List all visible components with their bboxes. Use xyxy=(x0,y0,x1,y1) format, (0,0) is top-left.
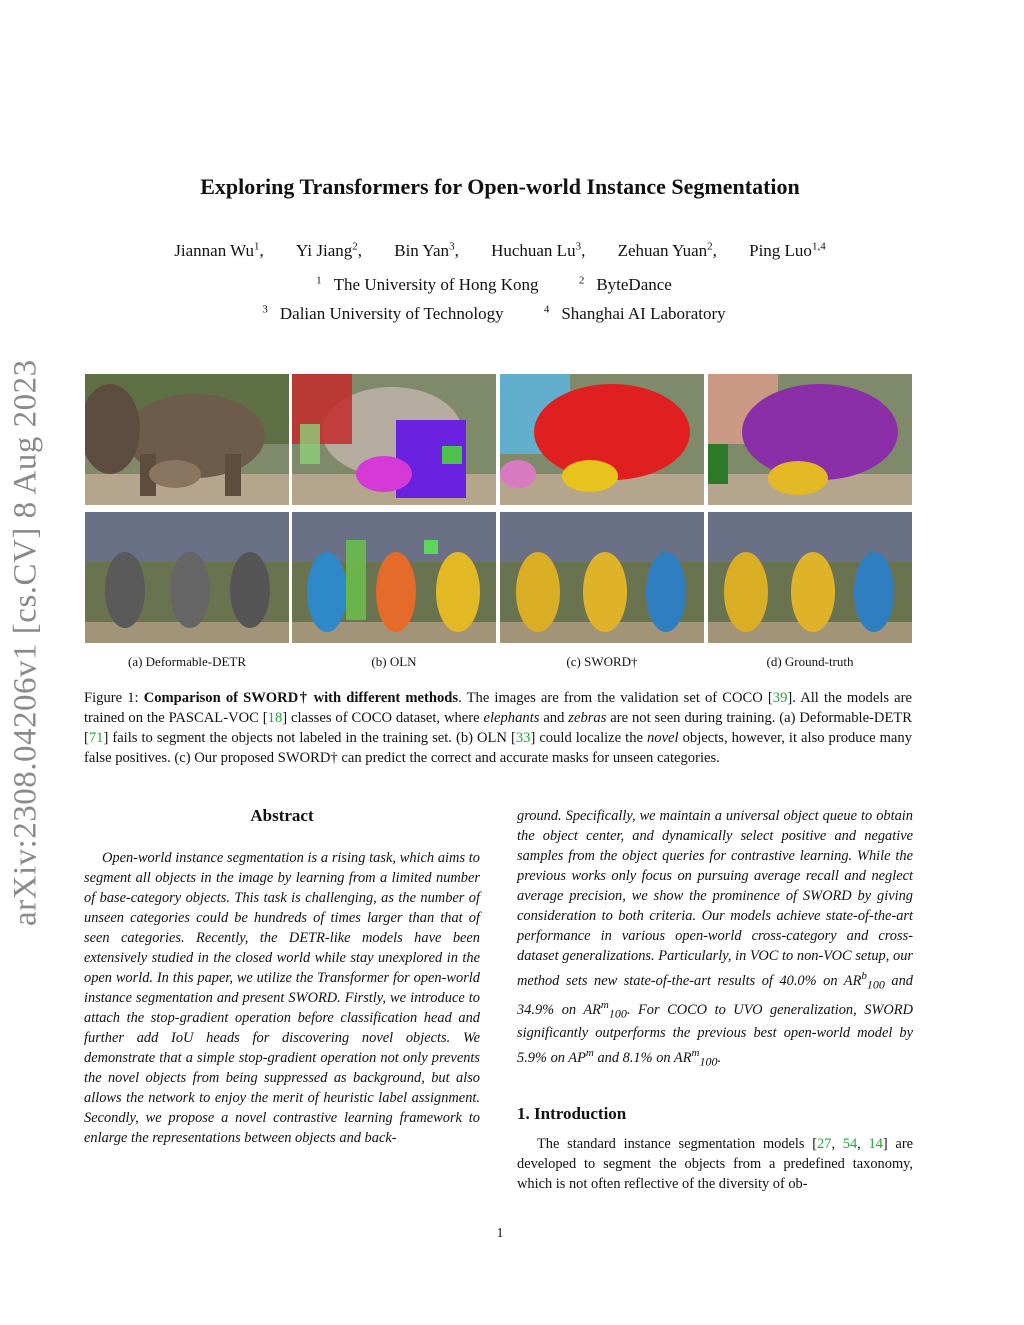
panel-a-zebras xyxy=(85,512,289,643)
section-heading-introduction: 1. Introduction xyxy=(517,1104,627,1123)
abstract-right-column xyxy=(517,806,913,1072)
panel-d-zebras xyxy=(708,512,912,643)
arxiv-stamp: arXiv:2308.04206v1 [cs.CV] 8 Aug 2023 xyxy=(7,359,44,926)
citation-link[interactable]: 14 xyxy=(868,1136,883,1152)
subcaption-c: (c) SWORD† xyxy=(566,654,638,669)
author: Zehuan Yuan$^2$, xyxy=(617,240,717,260)
citation-link[interactable]: 18 xyxy=(267,710,283,726)
author: Bin Yan$^3$, xyxy=(394,240,459,260)
citation-link[interactable]: 39 xyxy=(772,690,788,706)
subcaption-b: (b) OLN xyxy=(371,654,417,669)
subcaption-d: (d) Ground-truth xyxy=(766,654,854,669)
affiliation: $^4$ Shanghai AI Laboratory xyxy=(543,303,726,323)
affiliation-line-2 xyxy=(0,303,1000,324)
author: Huchuan Lu$^3$, xyxy=(491,240,586,260)
page-number: 1 xyxy=(496,1226,504,1241)
citation-link[interactable]: 27 xyxy=(817,1136,832,1152)
paper-title: Exploring Transformers for Open-world Instance Segmentation xyxy=(200,174,800,199)
author: Jiannan Wu$^1$, xyxy=(174,240,264,260)
figure-caption: Figure 1: Comparison of SWORD† with different methods. The images are from the validation set of COCO [39]. All the models are trained on the PASCAL-VOC [18] classes of COCO dataset, where elephants and zebras are not seen during training. (a) Deformable-DETR [71] fails to segment the objects not labeled in the training set. (b) OLN [33] could localize the novel objects, however, it also produce many false positives. (c) Our proposed SWORD† can predict the correct and accurate masks for unseen categories. xyxy=(84,690,913,766)
abstract-left-column xyxy=(84,806,480,1148)
affiliation-line-1 xyxy=(0,274,1000,295)
citation-link[interactable]: 71 xyxy=(88,730,104,746)
citation-link[interactable]: 33 xyxy=(515,730,531,746)
panel-a-elephants xyxy=(85,374,289,505)
affiliation: $^3$ Dalian University of Technology xyxy=(262,303,504,323)
panel-b-zebras xyxy=(292,512,496,643)
abstract-text-continued: ground. Specifically, we maintain a universal object queue to obtain the object center, and dynamically select positive and negative samples from the object queries for contrastive learning. While the previous works only focus on pursuing average recall and neglect average precision, we show the prominence of SWORD by giving consideration to both criteria. Our models achieve state-of-the-art performance in various open-world cross-category and cross-dataset generalizations. Particularly, in VOC to non-VOC setup, our method sets new state-of-the-art results of 40.0% on $AR^b_{100}$ and 34.9% on $AR^m_{100}$. For COCO to UVO generalization, SWORD significantly outperforms the previous best open-world model by 5.9% on $AP^m$ and 8.1% on $AR^m_{100}$. xyxy=(517,808,913,1070)
panel-d-elephants xyxy=(708,374,912,505)
panel-b-elephants xyxy=(292,374,496,505)
author: Yi Jiang$^2$, xyxy=(296,240,362,260)
abstract-heading: Abstract xyxy=(250,806,314,825)
citation-link[interactable]: 54 xyxy=(842,1136,858,1152)
author-list xyxy=(0,240,1000,261)
affiliation: $^2$ ByteDance xyxy=(578,274,672,294)
panel-c-elephants xyxy=(500,374,704,505)
subcaption-a: (a) Deformable-DETR xyxy=(127,654,247,669)
abstract-text: Open-world instance segmentation is a rising task, which aims to segment all objects in the image by learning from a limited number of base-category objects. This task is challenging, as the number of unseen categories could be hundreds of times larger than that of seen categories. Recently, the DETR-like models have been extensively studied in the closed world while stay unexplored in the open world. In this paper, we utilize the Transformer for open-world instance segmentation and present SWORD. Firstly, we introduce to attach the stop-gradient operation before classification head and further add IoU heads for discovering novel objects. We demonstrate that a simple stop-gradient operation not only prevents the novel objects from being suppressed as background, but also allows the network to enjoy the merit of heuristic label assignment. Secondly, we propose a novel contrastive learning framework to enlarge the representations between objects and back- xyxy=(84,850,480,1146)
author: Ping Luo$^{1,4}$ xyxy=(749,240,826,260)
introduction-text: The standard instance segmentation models [27, 54, 14] are developed to segment the objects from a predefined taxonomy, which is not often reflective of the diversity of ob- xyxy=(517,1136,913,1192)
panel-c-zebras xyxy=(500,512,704,643)
affiliation: $^1$ The University of Hong Kong xyxy=(316,274,539,294)
